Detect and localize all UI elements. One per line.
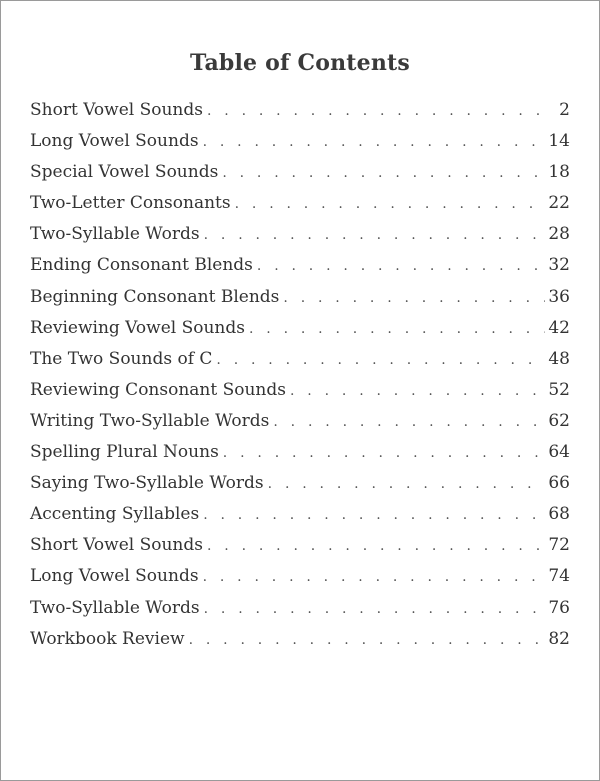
dot-leader: [207, 538, 545, 554]
dot-leader: [207, 103, 545, 119]
dot-leader: [273, 414, 545, 430]
toc-entry-page: 68: [548, 504, 570, 525]
dot-leader: [235, 196, 545, 212]
toc-entry: [30, 349, 570, 380]
dot-leader: [249, 321, 545, 337]
toc-entry: [30, 318, 570, 349]
dot-leader: [222, 165, 545, 181]
toc-entry: [30, 100, 570, 131]
toc-entry: [30, 193, 570, 224]
dot-leader: [216, 352, 545, 368]
toc-entry: [30, 255, 570, 286]
toc-entry: [30, 162, 570, 193]
toc-entry: [30, 535, 570, 566]
dot-leader: [283, 290, 545, 306]
toc-entry-page: 36: [548, 286, 570, 307]
toc-entry: [30, 598, 570, 629]
toc-entry: [30, 566, 570, 597]
toc-entry-page: 42: [548, 317, 570, 338]
page-title: Table of Contents: [190, 50, 410, 76]
toc-entry-page: 18: [548, 162, 570, 183]
toc-entry-title: Two-Syllable Words: [30, 597, 200, 618]
toc-entry: [30, 380, 570, 411]
toc-entry-title: Special Vowel Sounds: [30, 162, 219, 183]
dot-leader: [257, 258, 545, 274]
toc-entry: [30, 442, 570, 473]
toc-entry-page: 52: [548, 379, 570, 400]
dot-leader: [203, 507, 545, 523]
toc-entry-title: Short Vowel Sounds: [30, 100, 203, 120]
toc-entry-title: Reviewing Vowel Sounds: [30, 317, 245, 338]
toc-entry: [30, 131, 570, 162]
toc-entry: [30, 473, 570, 504]
toc-entry-page: 62: [548, 410, 570, 431]
toc-entry-page: 72: [548, 535, 570, 556]
toc-entry-page: 82: [548, 628, 570, 649]
toc-entry: [30, 287, 570, 318]
toc-entry-page: 48: [548, 348, 570, 369]
dot-leader: [203, 569, 545, 585]
toc-list: [30, 100, 570, 660]
toc-entry-title: Long Vowel Sounds: [30, 566, 199, 587]
toc-entry-title: Beginning Consonant Blends: [30, 286, 280, 307]
dot-leader: [268, 476, 545, 492]
toc-entry-page: 32: [548, 255, 570, 276]
toc-entry: [30, 629, 570, 660]
dot-leader: [203, 134, 545, 150]
toc-entry-title: Workbook Review: [30, 628, 185, 649]
toc-entry-title: Short Vowel Sounds: [30, 535, 203, 556]
dot-leader: [204, 601, 545, 617]
toc-entry-title: Saying Two-Syllable Words: [30, 473, 264, 494]
toc-entry-title: Accenting Syllables: [30, 504, 200, 525]
toc-entry-title: Spelling Plural Nouns: [30, 442, 219, 463]
toc-entry-page: 64: [548, 442, 570, 463]
toc-entry-title: Two-Syllable Words: [30, 224, 200, 245]
toc-entry-page: 76: [548, 597, 570, 618]
toc-entry: [30, 504, 570, 535]
toc-entry-page: 14: [548, 131, 570, 152]
toc-entry: [30, 224, 570, 255]
toc-entry-title: Long Vowel Sounds: [30, 131, 199, 152]
toc-entry-page: 22: [548, 193, 570, 214]
toc-entry: [30, 411, 570, 442]
dot-leader: [204, 227, 545, 243]
dot-leader: [189, 632, 545, 648]
toc-entry-title: Reviewing Consonant Sounds: [30, 379, 286, 400]
toc-entry-title: The Two Sounds of C: [30, 348, 213, 369]
toc-entry-page: 74: [548, 566, 570, 587]
toc-entry-title: Writing Two-Syllable Words: [30, 410, 270, 431]
dot-leader: [223, 445, 545, 461]
toc-entry-page: 2: [559, 100, 570, 120]
toc-entry-page: 28: [548, 224, 570, 245]
toc-entry-page: 66: [548, 473, 570, 494]
dot-leader: [290, 383, 545, 399]
toc-entry-title: Two-Letter Consonants: [30, 193, 231, 214]
toc-entry-title: Ending Consonant Blends: [30, 255, 253, 276]
